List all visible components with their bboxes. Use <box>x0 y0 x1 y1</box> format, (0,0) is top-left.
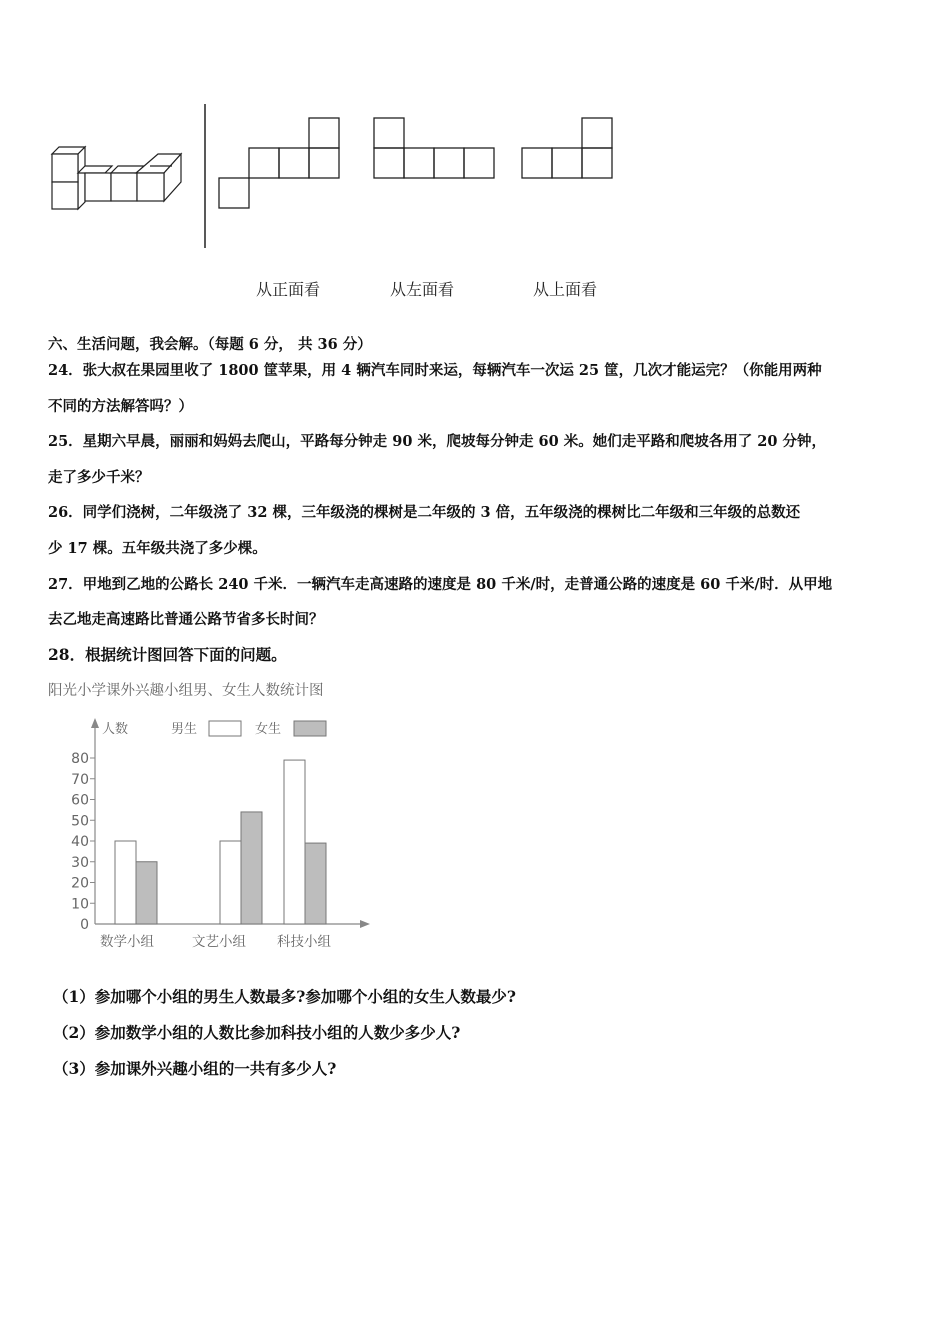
cube-figure <box>40 100 200 220</box>
question-26-line-2: 少 17 棵。五年级共浇了多少棵。 <box>48 540 267 557</box>
question-26-line-1: 26．同学们浇树，二年级浇了 32 棵，三年级浇的棵树是二年级的 3 倍，五年级浇的棵树比二年级和三年级的总数还 <box>48 504 801 521</box>
y-axis-arrow <box>91 718 99 728</box>
question-27-line-1: 27．甲地到乙地的公路长 240 千米．一辆汽车走高速路的速度是 80 千米/时，走普通公路的速度是 60 千米/时．从甲地 <box>48 576 833 593</box>
legend-label: 男生 <box>171 722 198 737</box>
question-25-line-2: 走了多少千米？ <box>48 469 150 486</box>
front-view-label: 从正面看 <box>256 280 321 299</box>
question-28: 28．根据统计图回答下面的问题。 <box>48 645 287 664</box>
top-view-label: 从上面看 <box>533 280 598 299</box>
y-axis-label: 人数 <box>102 722 129 737</box>
chart-x-labels <box>100 933 331 950</box>
y-tick-label: 80 <box>71 751 89 767</box>
question-24-line-2: 不同的方法解答吗？） <box>48 398 193 415</box>
bar-chart <box>44 676 374 958</box>
question-27-line-2: 去乙地走高速路比普通公路节省多长时间？ <box>48 611 324 628</box>
y-tick-label: 0 <box>80 917 89 933</box>
y-tick-label: 70 <box>71 771 89 788</box>
question-24-line-1: 24．张大叔在果园里收了 1800 筐苹果，用 4 辆汽车同时来运，每辆汽车一次运 25 筐，几次才能运完？（你能用两种 <box>48 362 822 379</box>
chart-y-ticks <box>71 751 95 933</box>
divider-line <box>200 100 210 250</box>
y-tick-label: 60 <box>71 792 89 809</box>
chart-bars <box>115 760 326 924</box>
section-heading: 六、生活问题，我会解。（每题 6 分， 共 36 分） <box>48 336 372 353</box>
y-tick-label: 40 <box>71 834 89 850</box>
y-tick-label: 20 <box>71 875 89 892</box>
bar <box>115 841 136 924</box>
y-tick-label: 30 <box>71 854 89 871</box>
bar <box>220 841 241 924</box>
x-category-label: 文艺小组 <box>192 934 246 950</box>
sub-question-1: （1）参加哪个小组的男生人数最多?参加哪个小组的女生人数最少? <box>53 987 516 1006</box>
left-view-figure <box>370 115 500 185</box>
left-view-label: 从左面看 <box>390 280 455 299</box>
y-tick-label: 10 <box>71 896 89 913</box>
bar <box>241 812 262 924</box>
chart-title: 阳光小学课外兴趣小组男、女生人数统计图 <box>48 683 324 699</box>
bar <box>136 862 157 924</box>
legend-swatch <box>294 721 326 736</box>
chart-legend <box>171 721 326 737</box>
bar <box>284 760 305 924</box>
sub-question-2: （2）参加数学小组的人数比参加科技小组的人数少多少人? <box>53 1023 461 1042</box>
bar <box>305 843 326 924</box>
x-axis-arrow <box>360 920 370 928</box>
legend-swatch <box>209 721 241 736</box>
front-view-figure <box>215 115 345 215</box>
x-category-label: 数学小组 <box>100 934 154 950</box>
top-view-figure <box>518 115 618 185</box>
sub-question-3: （3）参加课外兴趣小组的一共有多少人? <box>53 1059 337 1078</box>
question-25-line-1: 25．星期六早晨，丽丽和妈妈去爬山，平路每分钟走 90 米，爬坡每分钟走 60 米。她们走平路和爬坡各用了 20 分钟， <box>48 433 826 450</box>
legend-label: 女生 <box>255 722 282 737</box>
x-category-label: 科技小组 <box>277 934 331 950</box>
y-tick-label: 50 <box>71 813 89 830</box>
